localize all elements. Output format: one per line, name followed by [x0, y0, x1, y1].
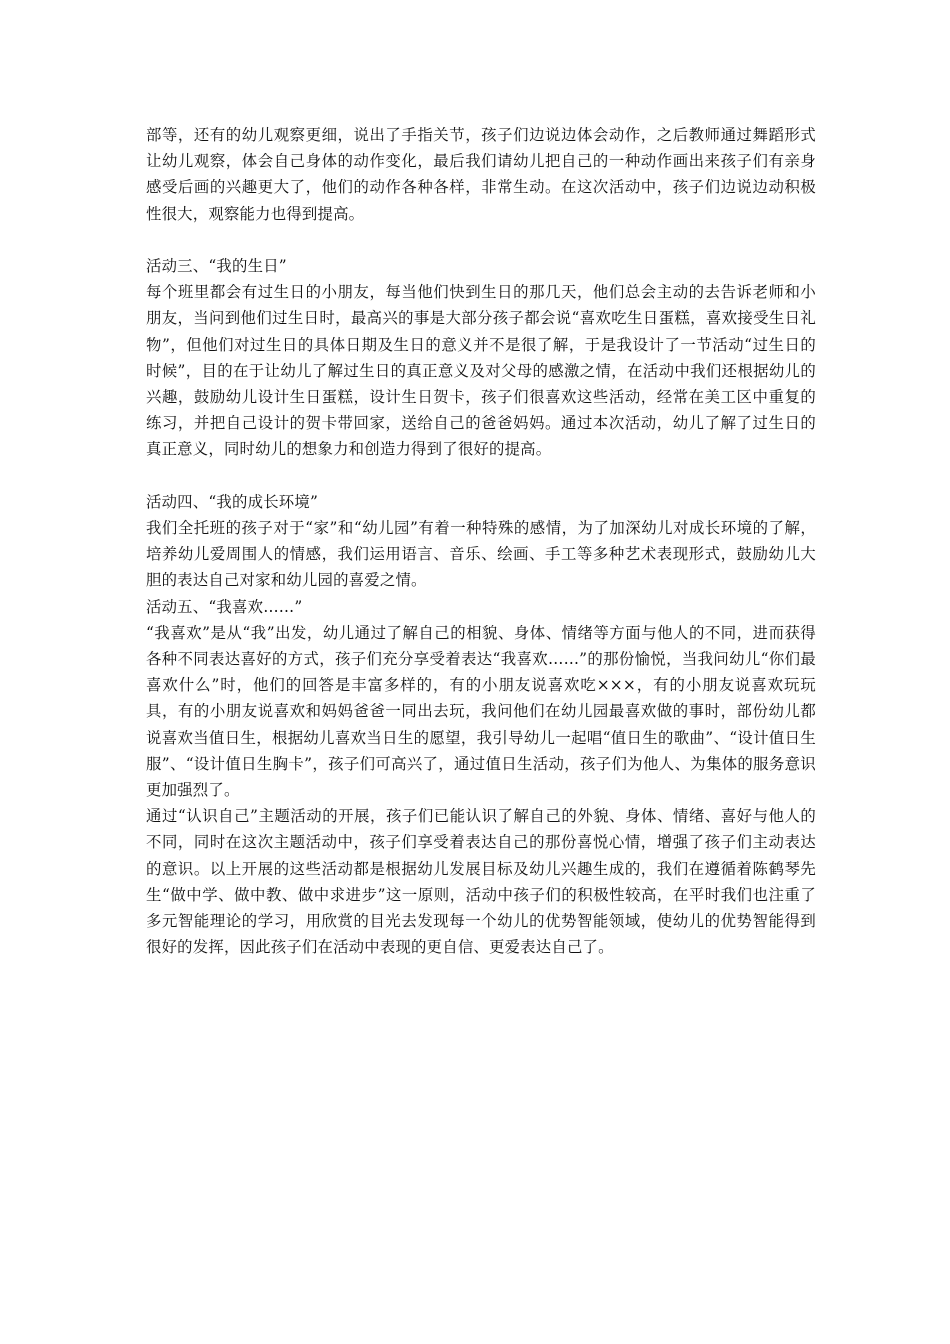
document-body [146, 122, 816, 960]
activity-4-heading: 活动四、“我的成长环境” [146, 492, 319, 511]
activity-4-paragraph: 我们全托班的孩子对于“家”和“幼儿园”有着一种特殊的感情，为了加深幼儿对成长环境的了解，培养幼儿爱周围人的情感，我们运用语言、音乐、绘画、手工等多种艺术表现形式，鼓励幼儿大胆的表达自己对家和幼儿园的喜爱之情。 [146, 519, 816, 590]
activity-3-heading: 活动三、“我的生日” [146, 257, 287, 275]
activity-5-heading: 活动五、“我喜欢……” [146, 597, 303, 616]
intro-paragraph: 部等，还有的幼儿观察更细，说出了手指关节，孩子们边说边体会动作，之后教师通过舞蹈形式让幼儿观察，体会自己身体的动作变化，最后我们请幼儿把自己的一种动作画出来孩子们有亲身感受后画的兴趣更大了，他们的动作各种各样，非常生动。在这次活动中，孩子们边说边动积极性很大，观察能力也得到提高。 [146, 126, 816, 223]
activity-5-paragraph: “我喜欢”是从“我”出发，幼儿通过了解自己的相貌、身体、情绪等方面与他人的不同，进而获得各种不同表达喜好的方式，孩子们充分享受着表达“我喜欢……”的那份愉悦，当我问幼儿“你们最喜欢什么”时，他们的回答是丰富多样的，有的小朋友说喜欢吃×××，有的小朋友说喜欢玩玩具，有的小朋友说喜欢和妈妈爸爸一同出去玩，我问他们在幼儿园最喜欢做的事时，部份幼儿都说喜欢当值日生，根据幼儿喜欢当日生的愿望，我引导幼儿一起唱“值日生的歌曲”、“设计值日生服”、“设计值日生胸卡”，孩子们可高兴了，通过值日生活动，孩子们为他人、为集体的服务意识更加强烈了。 [146, 623, 816, 800]
paragraph-spacer [146, 463, 816, 489]
activity-3-paragraph: 每个班里都会有过生日的小朋友，每当他们快到生日的那几天，他们总会主动的去告诉老师和小朋友，当问到他们过生日时，最高兴的事是大部分孩子都会说“喜欢吃生日蛋糕，喜欢接受生日礼物”，但他们对过生日的具体日期及生日的意义并不是很了解，于是我设计了一节活动“过生日的时候”，目的在于让幼儿了解过生日的真正意义及对父母的感激之情，在活动中我们还根据幼儿的兴趣，鼓励幼儿设计生日蛋糕，设计生日贺卡，孩子们很喜欢这些活动，经常在美工区中重复的练习，并把自己设计的贺卡带回家，送给自己的爸爸妈妈。通过本次活动，幼儿了解了过生日的真正意义，同时幼儿的想象力和创造力得到了很好的提高。 [146, 283, 816, 459]
paragraph-spacer [146, 227, 816, 253]
conclusion-paragraph: 通过“认识自己”主题活动的开展，孩子们已能认识了解自己的外貌、身体、情绪、喜好与他人的不同，同时在这次主题活动中，孩子们享受着表达自己的那份喜悦心情，增强了孩子们主动表达的意识。以上开展的这些活动都是根据幼儿发展目标及幼儿兴趣生成的，我们在遵循着陈鹤琴先生“做中学、做中教、做中求进步”这一原则，活动中孩子们的积极性较高，在平时我们也注重了多元智能理论的学习，用欣赏的目光去发现每一个幼儿的优势智能领域，使幼儿的优势智能得到很好的发挥，因此孩子们在活动中表现的更自信、更爱表达自己了。 [146, 807, 816, 957]
